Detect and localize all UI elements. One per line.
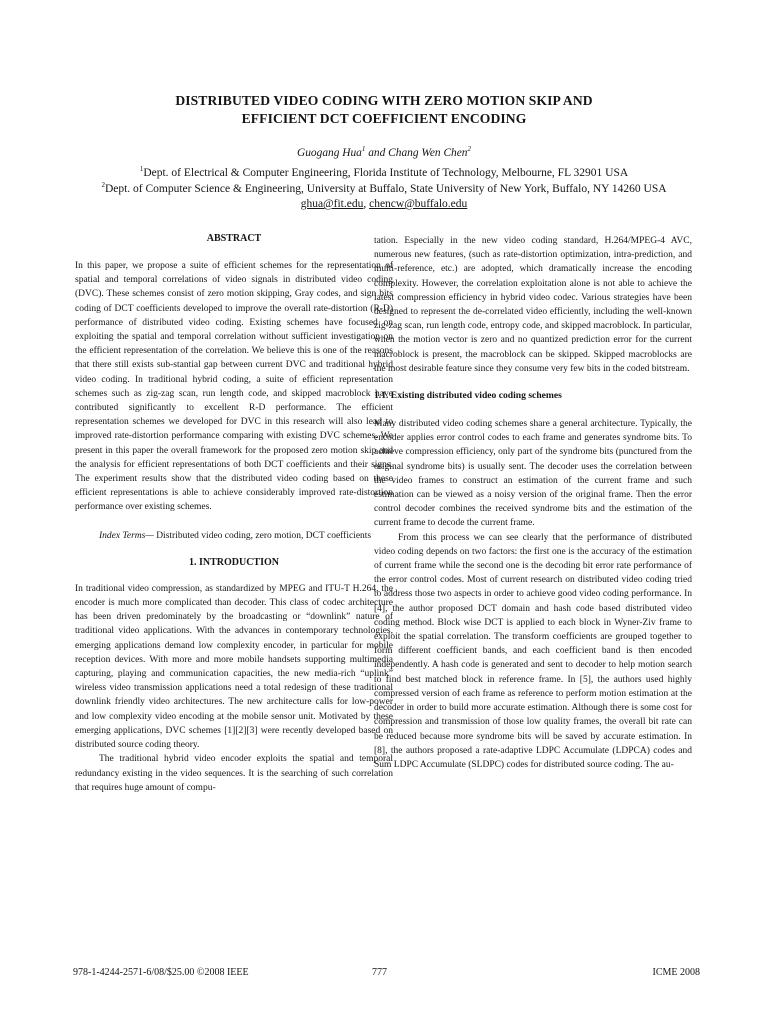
affiliation-2 (0, 182, 768, 198)
affiliation-2-text: Dept. of Computer Science & Engineering, University at Buffalo, State University of New York, Buffalo, NY 14260 USA (104, 182, 667, 195)
subsection-1-1-paragraph-1: Many distributed video coding schemes share a general architecture. Typically, the encoder applies error control codes to each frame and generates syndrome bits. To achieve compression efficiency, only part of the syndrome bits (punctured from the original syndrome bits) is usually sent. The decoder uses the correlation between the video frames to construct an estimation of the current frame and such estimation can be viewed as a noisy version of the original frame. Then the error control decoder combines the received syndrome bits and the estimation of the current frame to decode the current frame. (374, 419, 692, 529)
paper-title (0, 92, 768, 128)
footer-copyright: 978-1-4244-2571-6/08/$25.00 ©2008 IEEE (73, 967, 249, 978)
abstract-body: In this paper, we propose a suite of efficient schemes for the representation of spatial and temporal correlations of video signals in distributed video coding (DVC). These schemes consist of zero motion skipping, Gray codes, and sign bits coding of DCT coefficients developed to improve the overall rate-distortion (R-D) performance of distributed video coding. Existing schemes have focused on exploiting the spatial and temporal correlation without sufficient investigation on the efficient representation of the correlation. We believe this is one of the reasons that there still exists sub-stantial gap between current DVC and traditional hybrid video coding. In traditional hybrid coding, a suite of efficient representation schemes such as zig-zag scan, run length code, and skipped macroblock have contributed significantly to excellent R-D performance. The efficient representation schemes we developed for DVC in this research will also lead to improved rate-distortion performance comparing with existing DVC schemes. We present in this paper the overall framework for the proposed zero motion skip and the analysis for efficient representations of both DCT coefficients and their signs. The experiment results show that the distributed video coding based on these efficient representations is able to achieve considerably improved rate-distortion performance over existing schemes. (75, 261, 393, 513)
page-number: 777 (372, 967, 387, 978)
email-link-1[interactable]: ghua@fit.edu (300, 198, 364, 210)
affiliation-1 (0, 166, 768, 182)
intro-paragraph-3: tation. Especially in the new video coding standard, H.264/MPEG-4 AVC, numerous new features, (such as rate-distortion optimization, intra-prediction, and multi-reference, etc.) are adopted, which dramatically increase the encoding complexity. However, the correlation exploitation alone is not able to achieve the latest compression efficiency in hybrid video codec. Various strategies have been designed to represent the de-correlated video efficiently, including the well-known zig-zag scan, run length code, entropy code, and skipped macroblock. In particular, when the motion vector is zero and no quantized prediction error for the current macroblock is present, the macroblock can be skipped. Skipped macroblocks are the most desirable feature since they consume very few bits in the coded bitstream. (374, 236, 692, 374)
introduction-heading: 1. INTRODUCTION (188, 556, 279, 568)
affiliation-1-sup: 1 (139, 165, 144, 174)
title-line-1: DISTRIBUTED VIDEO CODING WITH ZERO MOTION SKIP AND (175, 93, 593, 108)
author-separator: and (365, 147, 389, 159)
intro-paragraph-1: In traditional video compression, as standardized by MPEG and ITU-T H.264, the encoder is much more complicated than decoder. This class of codec architecture has been driven predominately by the broadcasting or “downlink” nature of traditional video applications. With the advances in contemporary technologies, emerging applications demand low complexity encoder, in particular for mobile reception devices. With more and more mobile handsets supporting multimedia capturing, playing and communication capacities, the new media-rich “uplink” wireless video transmission applications need a total redesign of these traditional downlink friendly video architectures. The new architecture calls for low-power and low complexity video encoding at the mobile sensor unit. Motivated by these emerging applications, DVC schemes [1][2][3] were recently developed based on distributed source coding theory. (75, 583, 393, 751)
affiliation-2-sup: 2 (101, 180, 105, 189)
author-2-name: Chang Wen Chen (388, 147, 468, 159)
email-link-2[interactable]: chencw@buffalo.edu (369, 198, 468, 210)
right-column (374, 234, 692, 772)
intro-paragraph-2: The traditional hybrid video encoder exploits the spatial and temporal redundancy existing in the video sequences. It is the searching of such correlation that requires huge amount of compu- (75, 754, 393, 793)
subsection-1-1-paragraph-2: From this process we can see clearly that the performance of distributed video coding depends on two factors: the first one is the accuracy of the estimation of current frame while the second one is the decoding bit error rate performance of the error control codes. Most of current research on distributed video coding tried to address those two aspects in order to achieve good video coding performance. In [4], the author proposed DCT domain and hash code based distributed video coding method. Block wise DCT is applied to each block in Wyner-Ziv frame to exploit the spatial correlation. The transform coefficients are grouped together to form different coefficient bands, and each coefficient band is then encoded independently. A hash code is generated and sent to decoder to help motion search to find best matched block in reference frame. In [5], the authors used highly compressed version of each frame as reference to perform motion estimation at the decoder in order to build more accurate estimation. Although there is some cost for compression and transmission of those low quality frames, the overall bit rate can be reduced because more syndrome bits will be saved by accurate estimation. In [8], the authors proposed a rate-adaptive LDPC Accumulate (LDPCA) codes and Sum LDPC Accumulate (SLDPC) codes for distributed source coding. The au- (374, 532, 692, 770)
author-1-name: Guogang Hua (297, 147, 362, 159)
index-terms-text: Distributed video coding, zero motion, DCT coefficients (156, 530, 372, 541)
left-column (75, 232, 393, 795)
footer-conference: ICME 2008 (652, 967, 700, 978)
author-emails (0, 197, 768, 213)
author-1-sup: 1 (361, 145, 366, 154)
index-terms-dash: — (145, 530, 157, 541)
index-terms (75, 529, 393, 543)
abstract-heading: ABSTRACT (206, 233, 262, 244)
affiliation-1-text: Dept. of Electrical & Computer Engineering, Florida Institute of Technology, Melbourne, FL 32901 USA (143, 167, 629, 179)
title-line-2: EFFICIENT DCT COEFFICIENT ENCODING (241, 111, 527, 126)
email-separator: , (363, 198, 370, 210)
author-list (0, 146, 768, 160)
author-2-sup: 2 (467, 145, 471, 154)
affiliations (0, 166, 768, 213)
subsection-1-1-heading: 1.1. Existing distributed video coding schemes (374, 390, 562, 402)
page-footer (0, 966, 768, 980)
index-terms-label: Index Terms (99, 530, 146, 541)
